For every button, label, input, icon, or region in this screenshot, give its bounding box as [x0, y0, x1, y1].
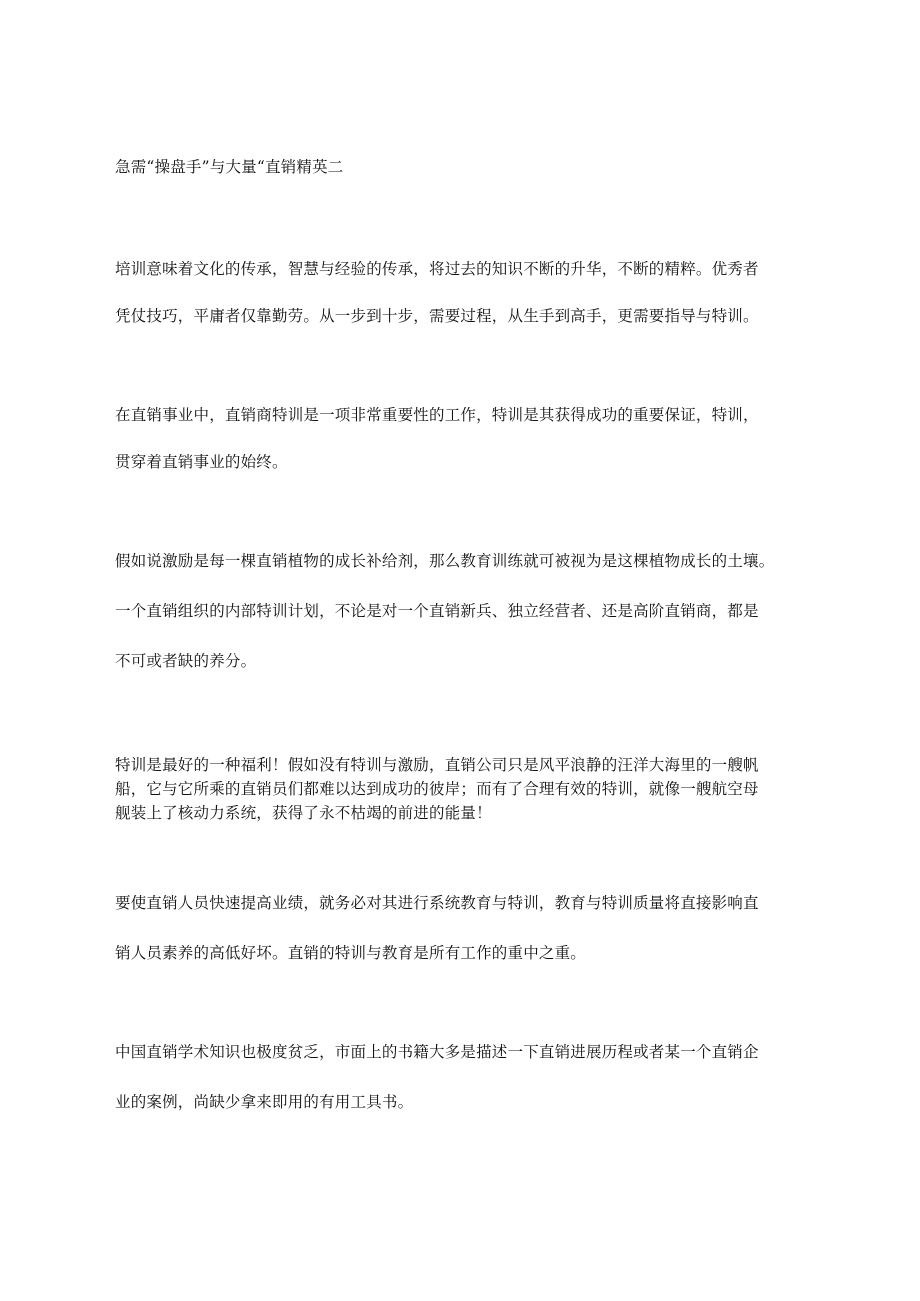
- paragraph-4-line-2: 船，它与它所乘的直销员们都难以达到成功的彼岸；而有了合理有效的特训，就像一艘航空母: [115, 780, 759, 798]
- paragraph-5-line-2: 销人员素养的高低好坏。直销的特训与教育是所有工作的重中之重。: [115, 944, 587, 962]
- paragraph-1-line-1: 培训意味着文化的传承，智慧与经验的传承，将过去的知识不断的升华，不断的精粹。优秀者: [115, 260, 759, 278]
- paragraph-6-line-1: 中国直销学术知识也极度贫乏，市面上的书籍大多是描述一下直销进展历程或者某一个直销企: [115, 1043, 759, 1061]
- paragraph-2-line-1: 在直销事业中，直销商特训是一项非常重要性的工作，特训是其获得成功的重要保证，特训，: [115, 406, 759, 424]
- page-title: 急需“操盘手”与大量“直销精英二: [115, 158, 344, 176]
- paragraph-2-line-2: 贯穿着直销事业的始终。: [115, 453, 288, 471]
- paragraph-6-line-2: 业的案例，尚缺少拿来即用的有用工具书。: [115, 1093, 414, 1111]
- paragraph-4-line-3: 舰装上了核动力系统，获得了永不枯竭的前进的能量！: [115, 804, 492, 822]
- paragraph-5-line-1: 要使直销人员快速提高业绩，就务必对其进行系统教育与特训，教育与特训质量将直接影响直: [115, 894, 759, 912]
- paragraph-4-line-1: 特训是最好的一种福利！假如没有特训与激励，直销公司只是风平浪静的汪洋大海里的一艘帆: [115, 756, 759, 774]
- paragraph-3-line-1: 假如说激励是每一棵直销植物的成长补给剂，那么教育训练就可被视为是这棵植物成长的土壤。: [115, 552, 775, 570]
- paragraph-3-line-2: 一个直销组织的内部特训计划，不论是对一个直销新兵、独立经营者、还是高阶直销商，都是: [115, 602, 759, 620]
- paragraph-1-line-2: 凭仗技巧，平庸者仅靠勤劳。从一步到十步，需要过程，从生手到高手，更需要指导与特训。: [115, 307, 759, 325]
- paragraph-3-line-3: 不可或者缺的养分。: [115, 652, 257, 670]
